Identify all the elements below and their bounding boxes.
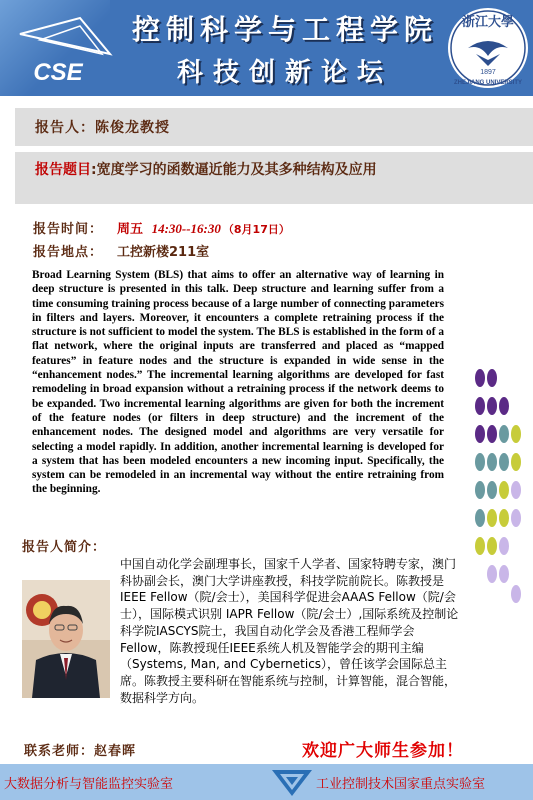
bio-title: 报告人简介： [22, 540, 107, 555]
time-row [33, 218, 290, 237]
topic-box [15, 152, 533, 204]
seal-year: 1897 [480, 69, 496, 76]
time-label: 报告时间： [33, 222, 104, 237]
place-value: 工控新楼211室 [117, 245, 210, 260]
place-row [33, 241, 209, 260]
abstract-text: Broad Learning System (BLS) that aims to offer an alternative way of learning in deep structure is presented in this talk. Deep structure and learning suffer from a time consuming training process because of a large number of connecting parameters in filters and layers. Moreover, it encounters a complete retraining process if the structure is not sufficient to model the system. The BLS is established in the form of a flat network, where the original inputs are transferred and placed as “mapped features” in feature nodes and the structure is expanded in wide sense in the “enhancement nodes.” The incremental learning algorithms are developed for fast remodeling in broad expansion without a retraining process if the network deems to be expanded. Two incremental learning algorithms are given for both the increment of the feature nodes (or filters in deep structure) and the increment of the enhancement nodes. The designed model and algorithms are very versatile for selecting a model rapidly. In addition, another incremental learning is developed for a system that has been modeled encounters a new incoming input. Specifically, the system can be remodeled in an incremental way without the entire retraining from the beginning. [32, 269, 444, 496]
footer-bar [0, 764, 533, 800]
place-label: 报告地点： [33, 245, 104, 260]
speaker-portrait [22, 580, 110, 698]
page-subtitle: 科技创新论坛 [176, 58, 393, 88]
seal-top-text: 浙江大學 [461, 15, 515, 30]
footer-right-lab: 工业控制技术国家重点实验室 [316, 777, 486, 792]
time-weekday: 周五 [117, 222, 144, 237]
topic-title: :宽度学习的函数逼近能力及其多种结构及应用 [91, 162, 377, 178]
decorative-dots [470, 368, 530, 604]
speaker-box [15, 108, 533, 146]
topic-text [35, 160, 475, 181]
time-date: （8月17日） [222, 223, 290, 236]
lab-logo-icon [270, 766, 314, 798]
speaker-label: 报告人：陈俊龙教授 [35, 120, 170, 136]
seal-ring-text: ZHEJIANG UNIVERSITY [453, 80, 523, 86]
page-title: 控制科学与工程学院 [131, 13, 438, 46]
welcome-message: 欢迎广大师生参加！ [302, 741, 464, 761]
dot-grid [475, 369, 521, 603]
footer-left-lab: 大数据分析与智能监控实验室 [4, 777, 174, 792]
bio-text: 中国自动化学会副理事长，国家千人学者、国家特聘专家，澳门科协副会长，澳门大学讲座教授，科技学院前院长。陈教授是IEEE Fellow（院/会士），美国科学促进会AAAS Fellow（院/会士），国际模式识别 IAPR Fellow（院/会士）,国际系统及控制论科学院IASCYS院士，我国自动化学会及香港工程师学会Fellow，陈教授现任IEEE系统人机及智能学会的期刊主编（Systems, Man, and Cybernetics），曾任该学会国际总主席。陈教授主要科研在智能系统与控制，计算智能，混合智能，数据科学方向。 [120, 557, 459, 705]
time-hours: 14:30--16:30 [151, 221, 221, 236]
zju-seal-icon [446, 4, 530, 92]
cse-logo-icon [10, 14, 120, 86]
cse-logo-text: CSE [33, 59, 83, 86]
topic-label: 报告题目 [35, 162, 91, 178]
contact-teacher: 联系老师：赵春晖 [24, 744, 137, 759]
header-banner [0, 0, 533, 96]
